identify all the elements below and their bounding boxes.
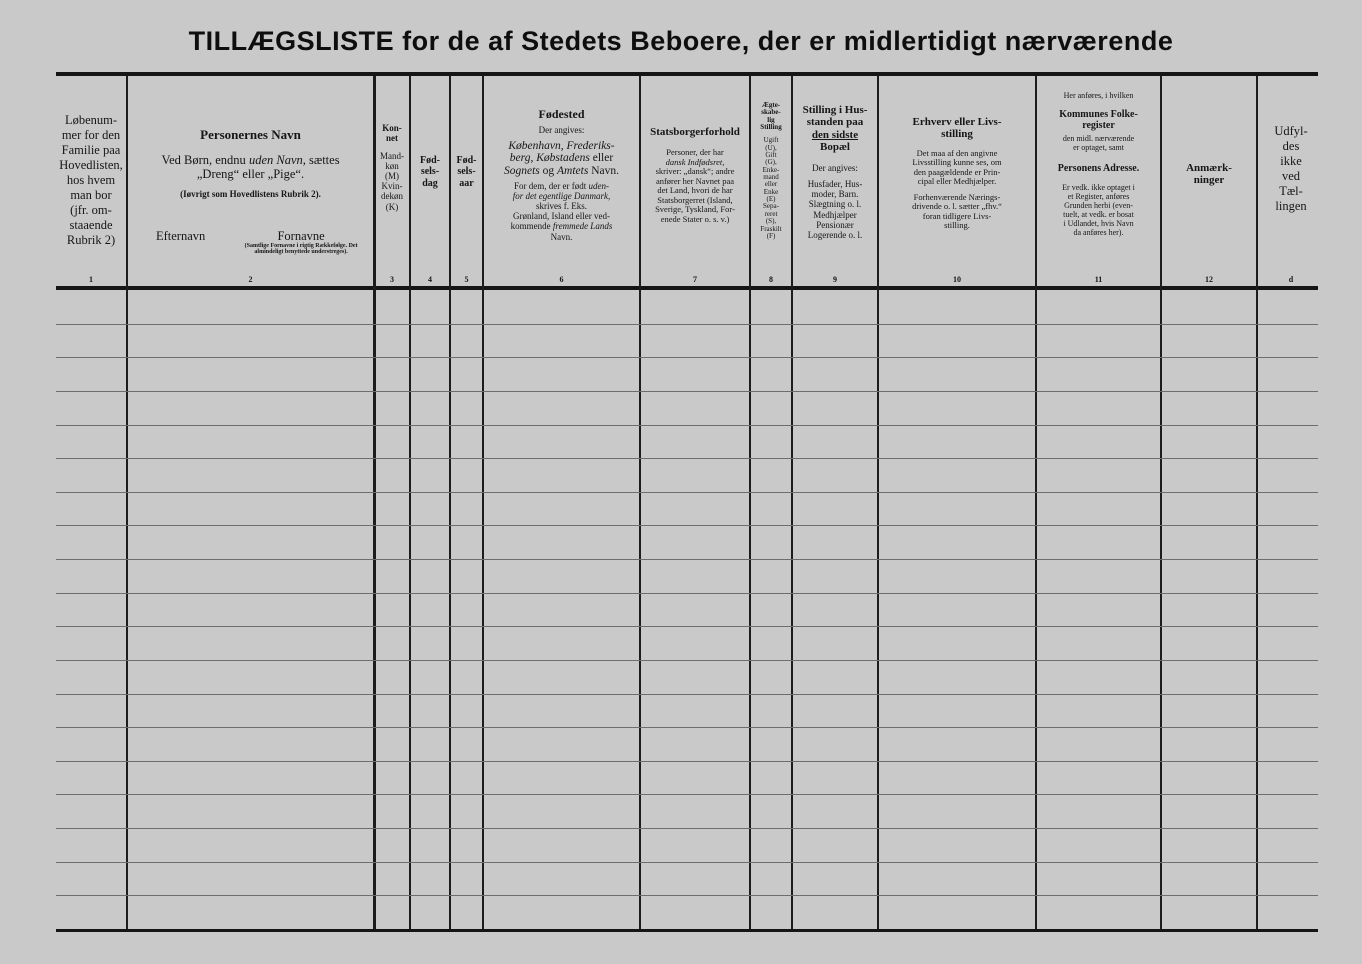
col1-line: man bor	[70, 187, 112, 202]
row-rule	[56, 425, 1318, 426]
column-number: 8	[769, 275, 773, 284]
col1-line: Løbenum-	[64, 112, 118, 127]
column-number: 11	[1094, 275, 1103, 284]
row-rule	[56, 828, 1318, 829]
col1-line: mer for den	[61, 127, 121, 142]
col4-header: Fød- sels- dag	[420, 155, 440, 189]
row-rule	[56, 324, 1318, 325]
col12-header: Anmærk- ninger	[1186, 161, 1232, 186]
col1-line: Rubrik 2)	[66, 232, 116, 247]
column-number: 5	[464, 275, 469, 284]
column-number: 4	[428, 275, 432, 284]
column-number: 2	[248, 275, 253, 284]
col3-header: Kon- net Mand- køn (M) Kvin- dekøn (K)	[380, 123, 404, 212]
col5-header: Fød- sels- aar	[456, 155, 477, 189]
col1-line: Familie paa	[61, 142, 121, 157]
row-rule	[56, 862, 1318, 863]
bottom-rule	[56, 929, 1318, 932]
col2-note-line: (Iøvrigt som Hovedlistens Rubrik 2).	[180, 188, 321, 199]
row-rule	[56, 391, 1318, 392]
row-rule	[56, 626, 1318, 627]
col7-header: Statsborgerforhold Personer, der har dansk Indfødsret, skriver: „dansk“; andre anfører her Navnet paa det Land, hvori de har Statsborgerret (Island, Sverige, Tyskland, For- enede Stater o. s. v.)	[650, 126, 740, 224]
col2-header	[128, 80, 373, 280]
col1-header	[56, 80, 126, 280]
column-number: 9	[833, 275, 837, 284]
col6-heading: Fødested	[538, 107, 585, 121]
form-title: TILLÆGSLISTE for de af Stedets Beboere, der er midlertidigt nærværende	[188, 26, 1174, 56]
row-rule	[56, 895, 1318, 896]
col10-header: Erhverv eller Livs- stilling Det maa af den angivne Livsstilling kunne ses, om den paagældende er Prin- cipal eller Medhjælper. Forhenværende Nærings- drivende o. l. sætter „fhv.“ foran tidligere Livs- stilling.	[912, 116, 1002, 231]
column-number: 7	[693, 275, 697, 284]
row-rule	[56, 492, 1318, 493]
top-rule	[56, 72, 1318, 76]
row-rule	[56, 727, 1318, 728]
col9-header: Stilling i Hus- standen paa den sidste Bopæl Der angives: Husfader, Hus- moder, Barn. Slægtning o. l. Medhjælper Pensionær Logerende o. l.	[802, 104, 868, 240]
column-number: 3	[390, 275, 394, 284]
col-d-header: Udfyl- des ikke ved Tæl- lingen	[1274, 124, 1308, 213]
col1-line: Hovedlisten,	[59, 157, 123, 172]
column-number: 12	[1205, 275, 1213, 284]
column-number: d	[1288, 275, 1294, 284]
row-rule	[56, 660, 1318, 661]
col11-header: Her anføres, i hvilken Kommunes Folke- register den midl. nærværende er optaget, samt Personens Adresse. Er vedk. ikke optaget i et Register, anføres Grunden herbi (even- tuelt, at vedk. er bosat i Udlandet, hvis Navn da anføres her).	[1057, 91, 1140, 238]
row-rule	[56, 458, 1318, 459]
col2-note-line: „Dreng“ eller „Pige“.	[196, 166, 305, 181]
firstnames-block	[231, 229, 371, 255]
header-bottom-rule	[56, 286, 1318, 290]
column-number: 10	[953, 275, 961, 284]
col2-subheads	[130, 229, 371, 255]
col1-line: hos hvem	[66, 172, 116, 187]
col2-heading: Personernes Navn	[200, 127, 301, 142]
row-rule	[56, 761, 1318, 762]
firstnames-subheading: Fornavne	[277, 228, 325, 243]
row-rule	[56, 357, 1318, 358]
row-rule	[56, 525, 1318, 526]
col8-header: Ægte- skabe- lig Stilling Ugift (U), Gift (G), Enke- mand eller Enke (E) Sepa- reret (S), Fraskilt (F)	[760, 101, 782, 240]
row-rule	[56, 694, 1318, 695]
row-rule	[56, 593, 1318, 594]
col7-heading: Statsborgerforhold	[650, 126, 740, 138]
col1-line: (jfr. om-	[70, 202, 112, 217]
surname-subheading: Efternavn	[155, 228, 206, 243]
col2-note-line: Ved Børn, endnu uden Navn, sættes	[161, 152, 340, 167]
col6-header: Fødested Der angives: København, Frederiks- berg, Købstadens eller Sognets og Amtets Navn. For dem, der er født uden- for det egentlige Danmark, skrives f. Eks. Grønland, Island eller ved- kommende fremmede Lands Navn.	[503, 107, 619, 242]
row-rule	[56, 794, 1318, 795]
column-number: 6	[559, 275, 564, 284]
firstnames-note: (Samtlige Fornavne i rigtig Rækkefølge. Det almindeligt benyttede understreges).	[244, 242, 358, 255]
col1-line: staaende	[69, 217, 113, 232]
row-rule	[56, 559, 1318, 560]
column-number: 1	[89, 275, 93, 284]
